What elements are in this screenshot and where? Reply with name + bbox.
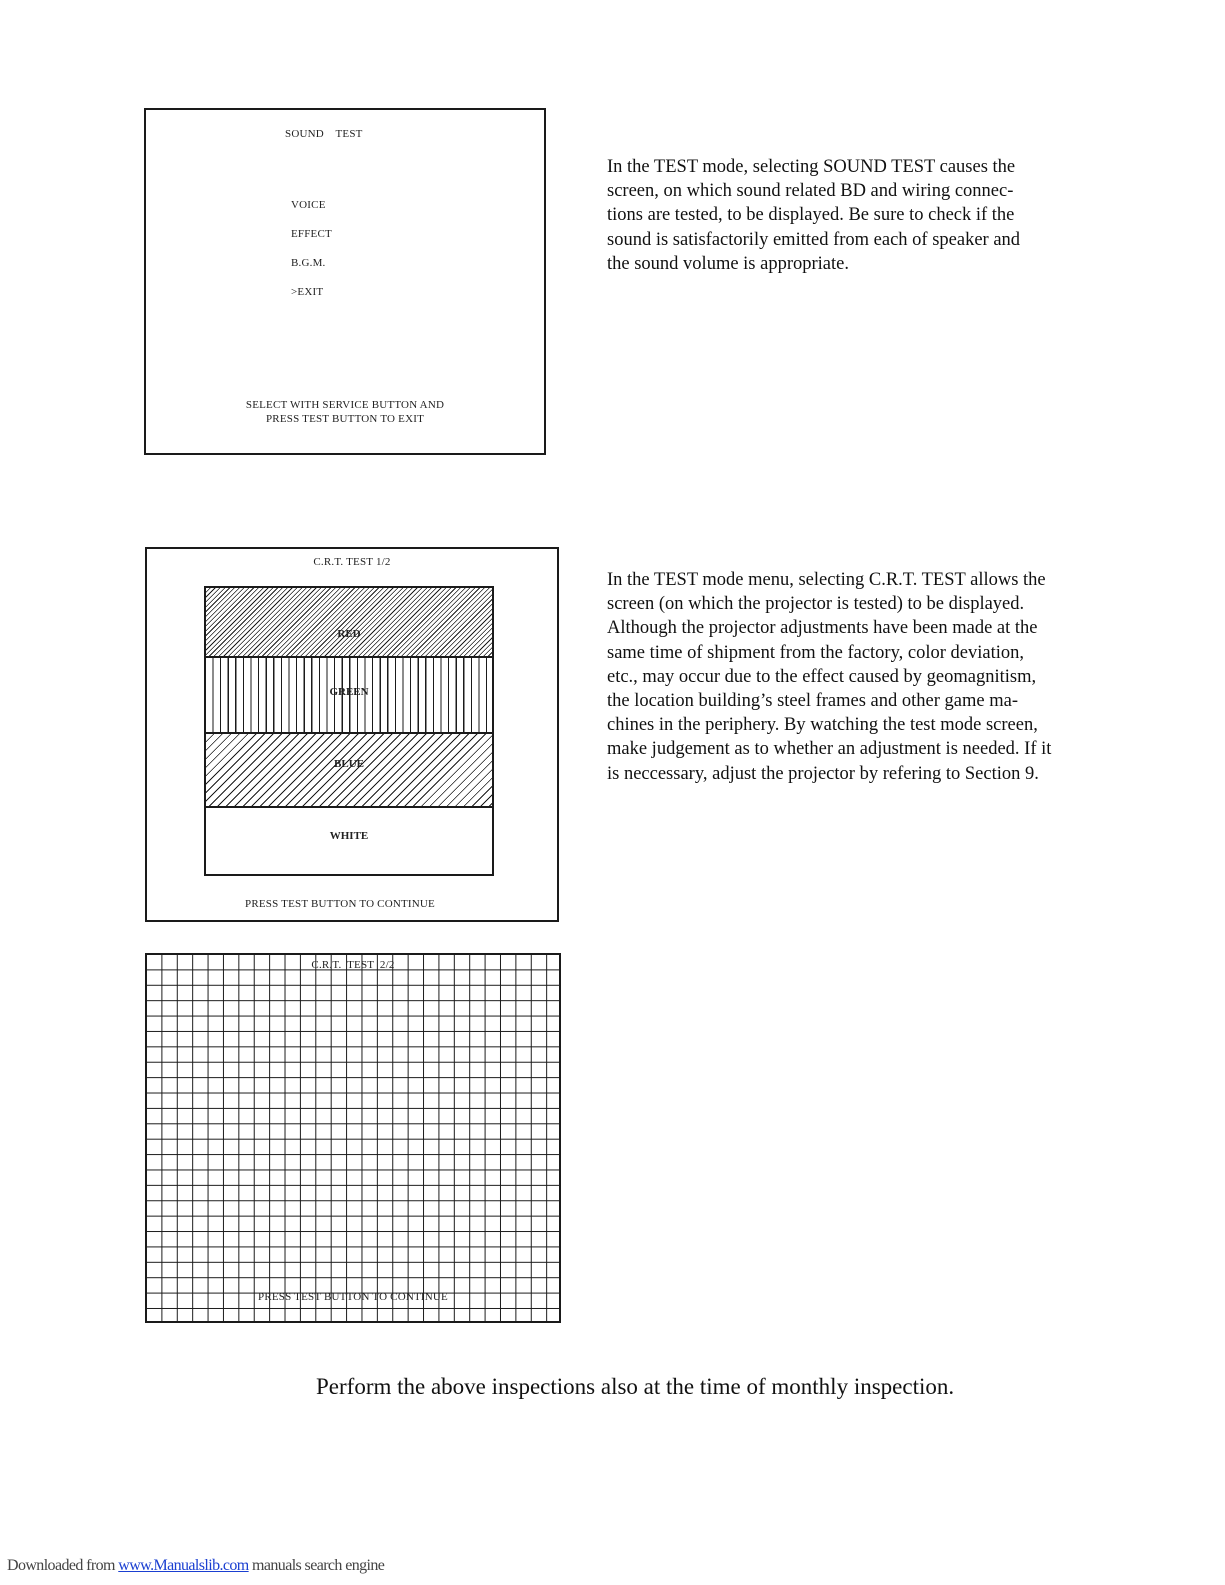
bar-label-green: GREEN: [329, 686, 369, 698]
sound-test-instruction-line1: SELECT WITH SERVICE BUTTON AND: [245, 399, 445, 411]
menu-item-voice: VOICE: [291, 199, 326, 211]
bar-blue: [206, 734, 492, 808]
text-line: In the TEST mode, selecting SOUND TEST causes the: [607, 157, 1016, 177]
manualslib-link[interactable]: www.Manualslib.com: [118, 1557, 249, 1574]
sound-test-title: SOUND TEST: [285, 128, 363, 140]
color-bars: [204, 586, 494, 876]
sound-test-screen: [144, 108, 546, 455]
text-line: same time of shipment from the factory, color deviation,: [607, 642, 1024, 663]
bar-label-red: RED: [337, 628, 361, 640]
text-line: screen (on which the projector is tested) to be displayed.: [607, 594, 1025, 615]
download-footer: [7, 1557, 384, 1575]
text-line: the sound volume is appropriate.: [607, 253, 849, 274]
crt-test-1-title: C.R.T. TEST 1/2: [313, 556, 391, 568]
footer-prefix: Downloaded from: [7, 1557, 119, 1574]
crt-test-2-title: C.R.T. TEST 2/2: [311, 959, 395, 971]
sound-test-description: [607, 155, 1020, 276]
closing-statement: Perform the above inspections also at the time of monthly inspection.: [316, 1374, 955, 1399]
crt-test-2-grid-screen: [145, 953, 561, 1323]
crt-test-1-instruction: PRESS TEST BUTTON TO CONTINUE: [245, 898, 435, 910]
text-line: chines in the periphery. By watching the test mode screen,: [607, 715, 1038, 736]
text-line: Although the projector adjustments have been made at the: [607, 618, 1038, 639]
footer-suffix: manuals search engine: [248, 1557, 385, 1574]
crt-test-2-instruction: PRESS TEST BUTTON TO CONTINUE: [258, 1291, 448, 1303]
text-line: screen, on which sound related BD and wiring connec-: [607, 181, 1014, 202]
crt-test-description: [607, 568, 1051, 786]
text-line: tions are tested, to be displayed. Be sure to check if the: [607, 205, 1015, 226]
sound-test-instruction-line2: PRESS TEST BUTTON TO EXIT: [265, 413, 424, 425]
text-line: is neccessary, adjust the projector by refering to Section 9.: [607, 763, 1039, 784]
text-line: etc., may occur due to the effect caused by geomagnitism,: [607, 666, 1037, 687]
text-line: sound is satisfactorily emitted from each of speaker and: [607, 229, 1021, 250]
text-line: the location building’s steel frames and other game ma-: [607, 691, 1018, 712]
menu-item-effect: EFFECT: [291, 228, 332, 240]
bar-green: [206, 658, 492, 734]
bar-label-blue: BLUE: [334, 758, 364, 770]
bar-white: [206, 808, 492, 874]
menu-item-exit: >EXIT: [291, 286, 324, 298]
menu-item-bgm: B.G.M.: [291, 257, 326, 269]
bar-label-white: WHITE: [329, 830, 369, 842]
text-line: make judgement as to whether an adjustment is needed. If it: [607, 739, 1052, 760]
text-line: In the TEST mode menu, selecting C.R.T. TEST allows the: [607, 570, 1046, 590]
bar-red: [206, 588, 492, 658]
crt-test-1-screen: [145, 547, 559, 922]
